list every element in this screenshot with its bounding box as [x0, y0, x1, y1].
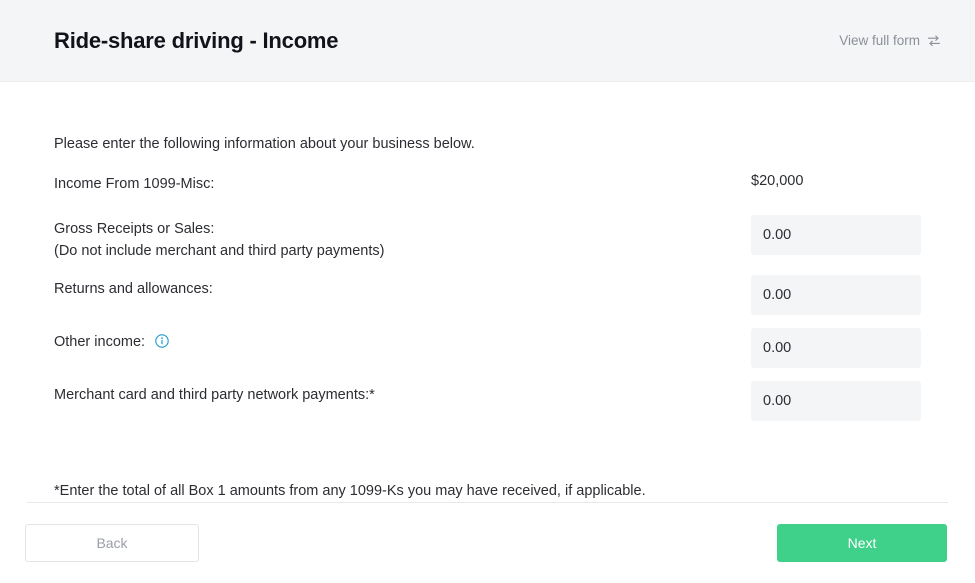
page-header [0, 0, 975, 82]
income-1099misc-value: $20,000 [751, 173, 804, 189]
row-label-block [54, 215, 384, 263]
gross-receipts-input[interactable] [751, 215, 921, 255]
field-rows [54, 170, 921, 421]
field-label: Gross Receipts or Sales: [54, 221, 215, 237]
row-label-block [54, 170, 214, 195]
other-income-input[interactable] [751, 328, 921, 368]
form-row-gross-receipts [54, 215, 921, 263]
field-label: Returns and allowances: [54, 280, 213, 297]
row-label-block [54, 328, 169, 353]
field-label: Merchant card and third party network payments:* [54, 386, 375, 403]
next-button[interactable]: Next [777, 524, 947, 562]
form-row-income-1099misc [54, 170, 921, 200]
field-label: Income From 1099-Misc: [54, 176, 215, 192]
form-content [0, 82, 975, 499]
form-row-returns-allowances [54, 275, 921, 315]
field-sublabel: (Do not include merchant and third party payments) [54, 243, 385, 260]
view-full-form-link[interactable] [839, 33, 941, 48]
page-title: Ride-share driving - Income [54, 27, 339, 53]
field-label-wrap [54, 328, 169, 353]
field-label: Other income: [54, 333, 146, 350]
merchant-card-input[interactable] [751, 381, 921, 421]
page-footer [0, 503, 975, 583]
intro-text: Please enter the following information about your business below. [54, 136, 475, 152]
form-row-merchant-card [54, 381, 921, 421]
form-row-other-income [54, 328, 921, 368]
returns-allowances-input[interactable] [751, 275, 921, 315]
view-full-form-label: View full form [839, 33, 920, 48]
row-label-block [54, 381, 375, 406]
swap-arrows-icon [927, 34, 941, 48]
info-circle-icon[interactable] [155, 334, 169, 348]
footnote-text: *Enter the total of all Box 1 amounts from any 1099-Ks you may have received, if applicable. [54, 482, 646, 499]
back-button[interactable]: Back [25, 524, 199, 562]
row-label-block [54, 275, 213, 300]
